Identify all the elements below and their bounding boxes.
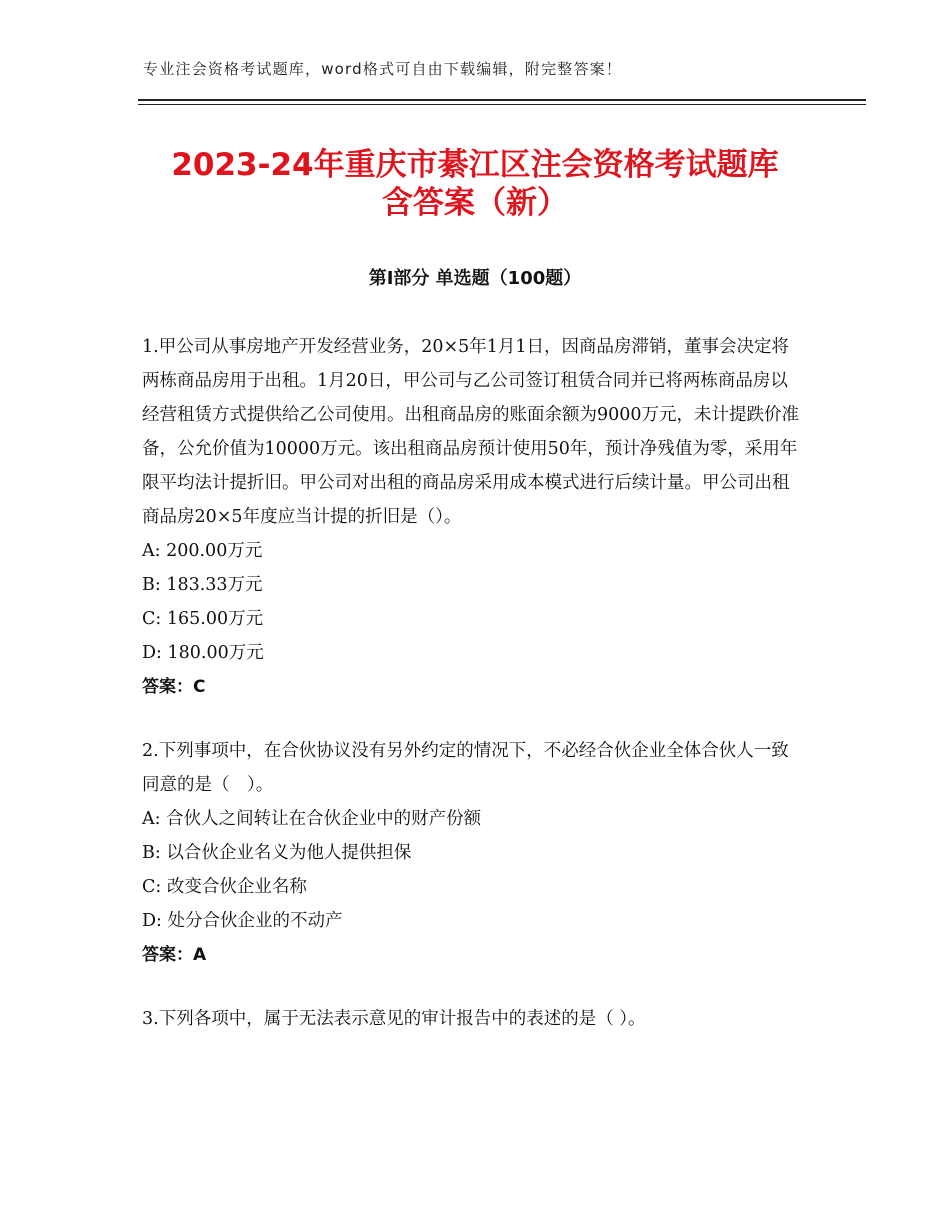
question-list xyxy=(142,330,802,1066)
question-1 xyxy=(142,330,802,704)
page-header-text: 专业注会资格考试题库，word格式可自由下载编辑，附完整答案！ xyxy=(143,60,623,78)
option-a: A: 合伙人之间转让在合伙企业中的财产份额 xyxy=(142,809,482,829)
title-line-1: 2023-24年重庆市綦江区注会资格考试题库 xyxy=(171,147,779,183)
title-line-2: 含答案（新） xyxy=(382,185,568,221)
answer: 答案：A xyxy=(142,945,207,965)
section-heading: 第Ⅰ部分 单选题（100题） xyxy=(368,268,582,289)
question-stem: 1.甲公司从事房地产开发经营业务，20×5年1月1日，因商品房滞销，董事会决定将两栋商品房用于出租。1月20日，甲公司与乙公司签订租赁合同并已将两栋商品房以经营租赁方式提供给乙公司使用。出租商品房的账面余额为9000万元，未计提跌价准备，公允价值为10000万元。该出租商品房预计使用50年，预计净残值为零，采用年限平均法计提折旧。甲公司对出租的商品房采用成本模式进行后续计量。甲公司出租商品房20×5年度应当计提的折旧是（）。 xyxy=(142,337,800,527)
answer: 答案：C xyxy=(142,677,206,697)
option-c: C: 165.00万元 xyxy=(142,609,264,629)
document-title xyxy=(100,146,850,222)
option-d: D: 处分合伙企业的不动产 xyxy=(142,911,343,931)
question-3 xyxy=(142,1002,802,1036)
header-rule-thin xyxy=(138,104,866,105)
option-a: A: 200.00万元 xyxy=(142,541,263,561)
option-c: C: 改变合伙企业名称 xyxy=(142,877,307,897)
question-stem: 2.下列事项中，在合伙协议没有另外约定的情况下，不必经合伙企业全体合伙人一致同意的是（ ）。 xyxy=(142,741,789,795)
header-rule-thick xyxy=(138,99,866,101)
option-d: D: 180.00万元 xyxy=(142,643,264,663)
option-b: B: 183.33万元 xyxy=(142,575,263,595)
question-stem: 3.下列各项中，属于无法表示意见的审计报告中的表述的是（ ）。 xyxy=(142,1009,646,1029)
option-b: B: 以合伙企业名义为他人提供担保 xyxy=(142,843,412,863)
question-2 xyxy=(142,734,802,972)
